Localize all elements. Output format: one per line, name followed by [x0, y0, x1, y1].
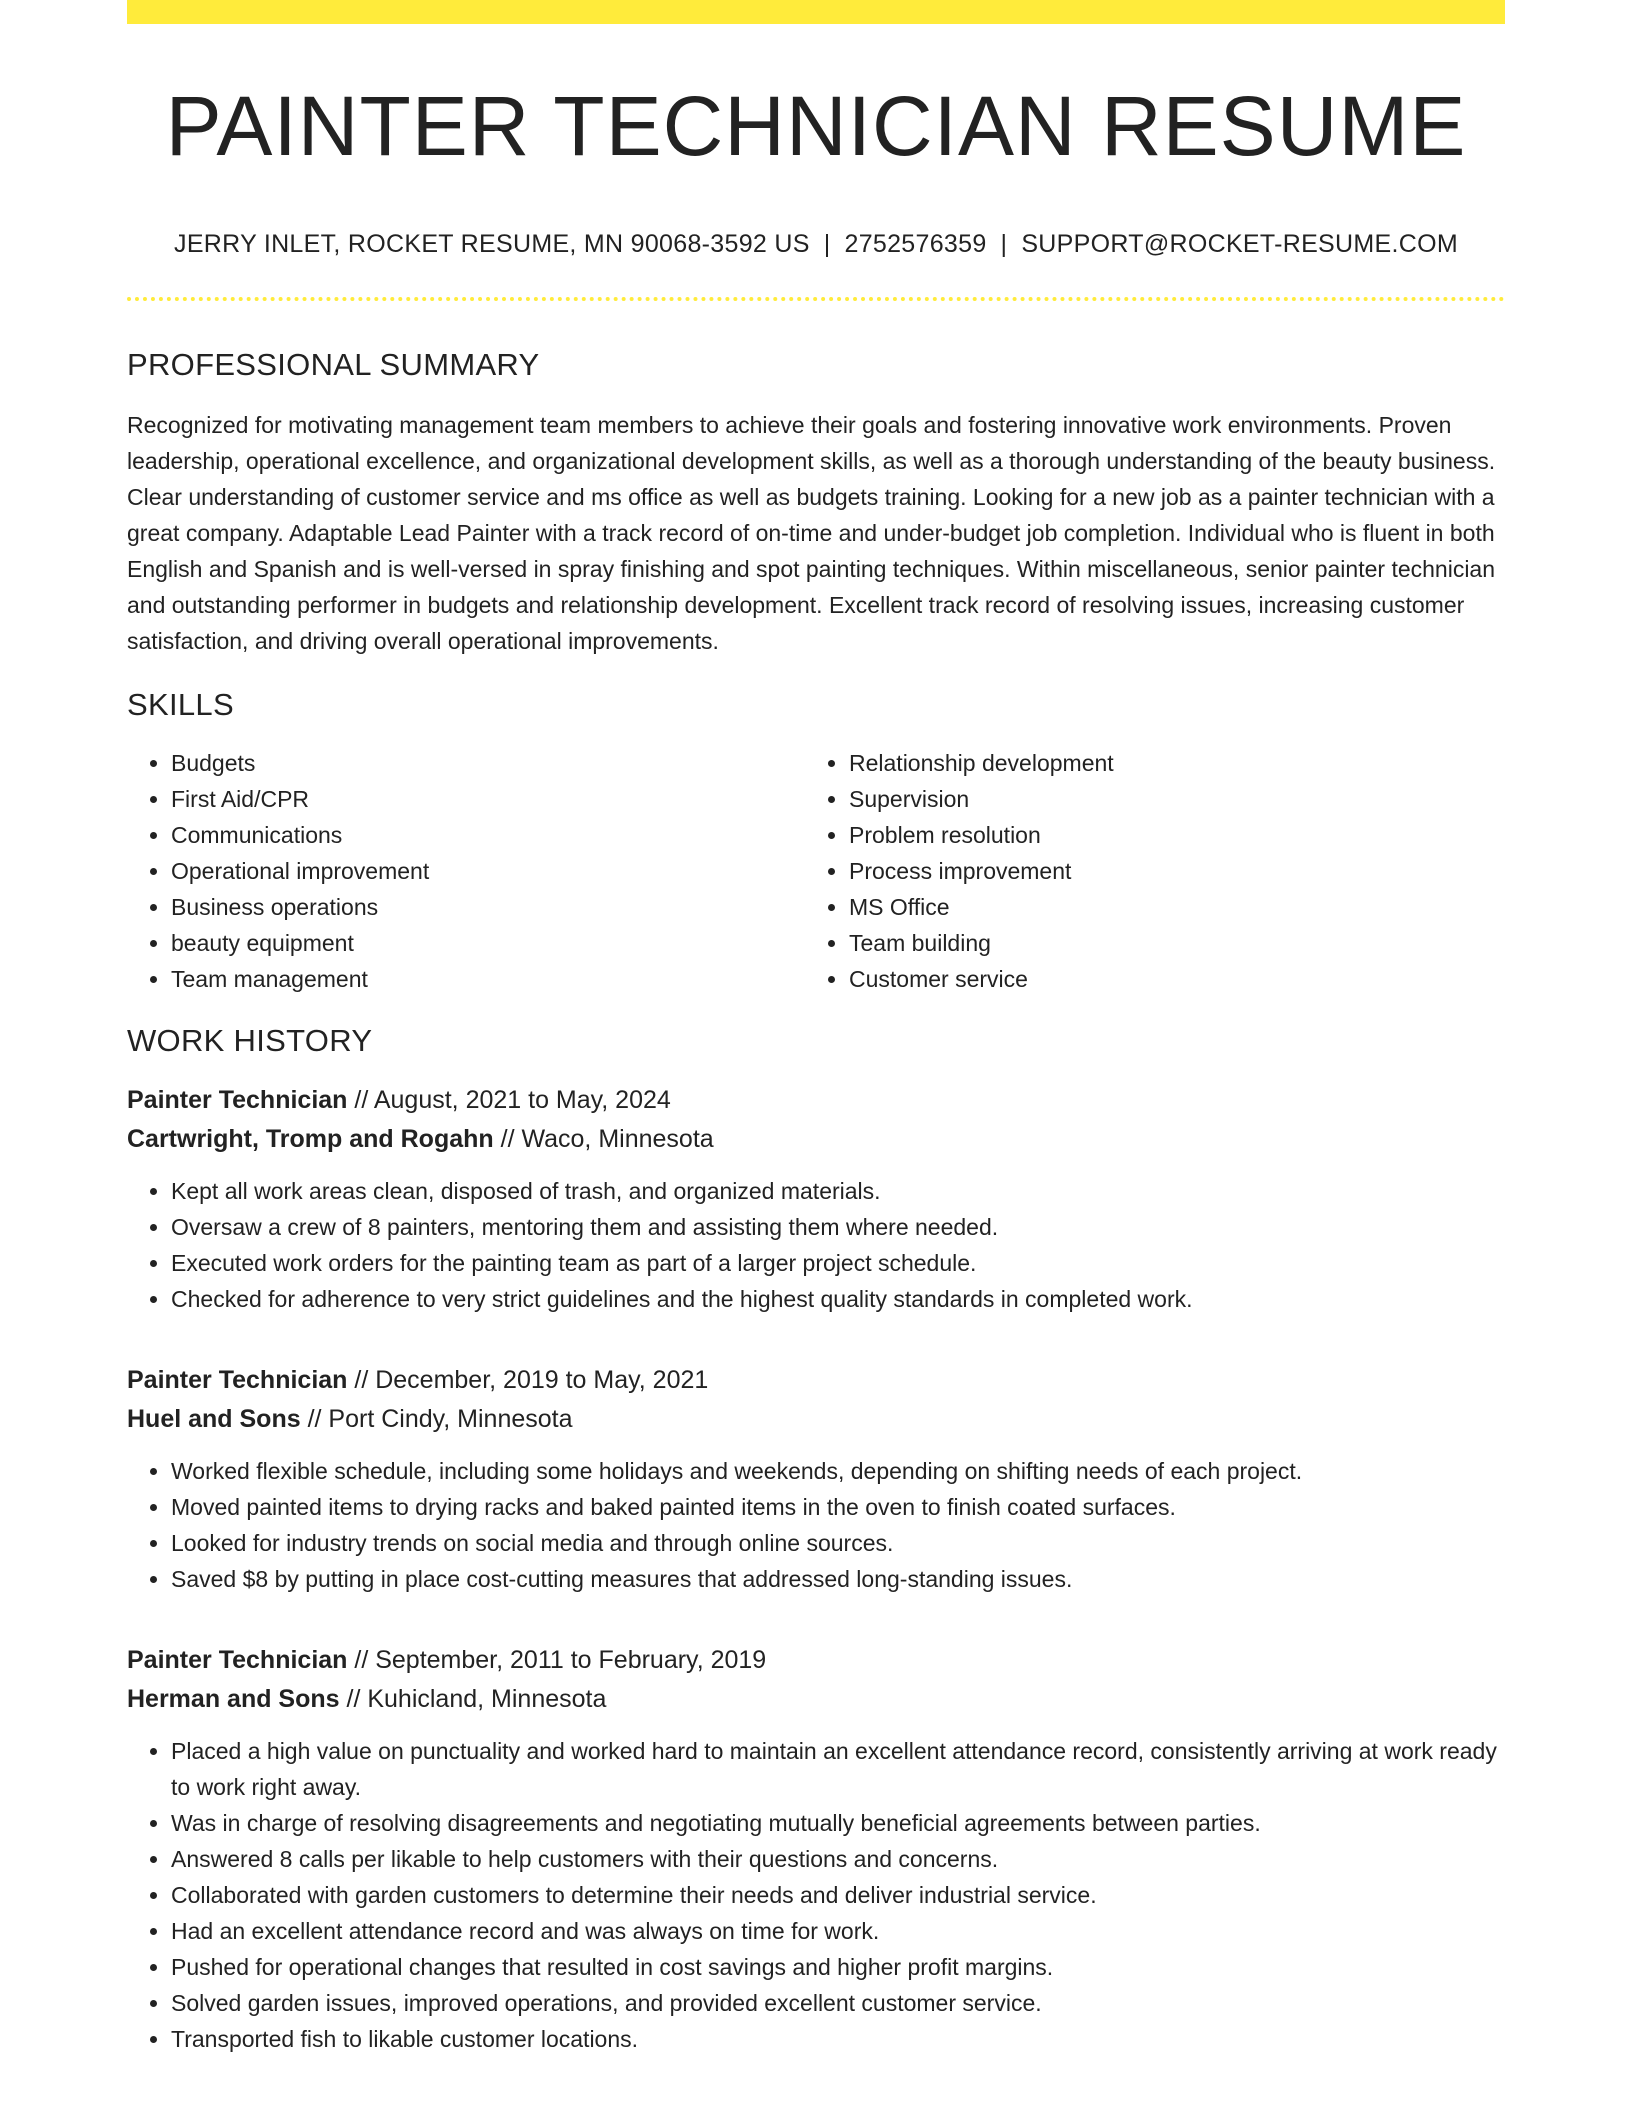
job-company-line [127, 1120, 1505, 1159]
job-bullet: • Answered 8 calls per likable to help customers with their questions and concerns. [171, 1841, 1505, 1877]
job-company-line [127, 1680, 1505, 1719]
summary-heading: PROFESSIONAL SUMMARY [127, 347, 540, 383]
job-dates: // December, 2019 to May, 2021 [347, 1366, 709, 1395]
skill-item: • MS Office [849, 889, 1483, 925]
resume-page [127, 0, 1505, 2057]
job-bullets [127, 1733, 1505, 2057]
job-bullet: • Executed work orders for the painting team as part of a larger project schedule. [171, 1245, 1505, 1281]
job-dates: // September, 2011 to February, 2019 [347, 1646, 767, 1675]
contact-separator: | [823, 230, 831, 259]
skill-item: • Supervision [849, 781, 1483, 817]
job-location: // Port Cindy, Minnesota [300, 1405, 573, 1434]
contact-email: SUPPORT@ROCKET-RESUME.COM [1021, 230, 1458, 259]
skill-item: • Operational improvement [171, 853, 805, 889]
contact-address: JERRY INLET, ROCKET RESUME, MN 90068-3592 US [174, 230, 810, 259]
job-bullet: • Solved garden issues, improved operations, and provided excellent customer service. [171, 1985, 1505, 2021]
contact-separator: | [1000, 230, 1008, 259]
job-bullet: • Looked for industry trends on social media and through online sources. [171, 1525, 1505, 1561]
job-bullet: • Collaborated with garden customers to determine their needs and deliver industrial service. [171, 1877, 1505, 1913]
job-entry [127, 1081, 1505, 1317]
skill-item: • Business operations [171, 889, 805, 925]
work-history-list [127, 1081, 1505, 2057]
job-bullet: • Kept all work areas clean, disposed of trash, and organized materials. [171, 1173, 1505, 1209]
job-bullet: • Was in charge of resolving disagreements and negotiating mutually beneficial agreements between parties. [171, 1805, 1505, 1841]
skills-list-right [805, 745, 1483, 997]
job-bullet: • Placed a high value on punctuality and worked hard to maintain an excellent attendance record, consistently arriving at work ready to work right away. [171, 1733, 1505, 1805]
job-bullets [127, 1173, 1505, 1317]
skill-item: • Budgets [171, 745, 805, 781]
skills-heading: SKILLS [127, 687, 234, 723]
job-title: Painter Technician [127, 1366, 348, 1395]
job-bullet: • Worked flexible schedule, including some holidays and weekends, depending on shifting needs of each project. [171, 1453, 1505, 1489]
job-company: Cartwright, Tromp and Rogahn [127, 1125, 494, 1154]
job-role-line [127, 1641, 1505, 1680]
job-role-line [127, 1081, 1505, 1120]
contact-phone: 2752576359 [844, 230, 987, 259]
contact-line [127, 230, 1505, 259]
job-bullet: • Oversaw a crew of 8 painters, mentoring them and assisting them where needed. [171, 1209, 1505, 1245]
skill-item: • Customer service [849, 961, 1483, 997]
job-location: // Waco, Minnesota [493, 1125, 714, 1154]
skill-item: • Communications [171, 817, 805, 853]
skill-item: • Relationship development [849, 745, 1483, 781]
skill-item: • beauty equipment [171, 925, 805, 961]
dotted-divider [127, 297, 1505, 301]
job-role-line [127, 1361, 1505, 1400]
job-title: Painter Technician [127, 1646, 348, 1675]
skill-item: • Problem resolution [849, 817, 1483, 853]
job-company-line [127, 1400, 1505, 1439]
job-bullet: • Checked for adherence to very strict guidelines and the highest quality standards in completed work. [171, 1281, 1505, 1317]
job-bullet: • Had an excellent attendance record and was always on time for work. [171, 1913, 1505, 1949]
work-history-heading: WORK HISTORY [127, 1023, 373, 1059]
skills-grid [127, 745, 1505, 997]
accent-bar [127, 0, 1505, 24]
job-bullet: • Transported fish to likable customer locations. [171, 2021, 1505, 2057]
job-entry [127, 1641, 1505, 2057]
skills-list-left [127, 745, 805, 997]
summary-text: Recognized for motivating management team members to achieve their goals and fostering innovative work environments. Proven leadership, operational excellence, and organizational development skills, as well as a thorough understanding of the beauty business. Clear understanding of customer service and ms office as well as budgets training. Looking for a new job as a painter technician with a great company. Adaptable Lead Painter with a track record of on-time and under-budget job completion. Individual who is fluent in both English and Spanish and is well-versed in spray finishing and spot painting techniques. Within miscellaneous, senior painter technician and outstanding performer in budgets and relationship development. Excellent track record of resolving issues, increasing customer satisfaction, and driving overall operational improvements. [127, 412, 1496, 655]
resume-title: PAINTER TECHNICIAN RESUME [165, 79, 1467, 173]
job-bullet: • Pushed for operational changes that resulted in cost savings and higher profit margins. [171, 1949, 1505, 1985]
skill-item: • First Aid/CPR [171, 781, 805, 817]
job-bullets [127, 1453, 1505, 1597]
job-entry [127, 1361, 1505, 1597]
skill-item: • Team building [849, 925, 1483, 961]
job-bullet: • Saved $8 by putting in place cost-cutting measures that addressed long-standing issues. [171, 1561, 1505, 1597]
job-title: Painter Technician [127, 1086, 348, 1115]
job-bullet: • Moved painted items to drying racks and baked painted items in the oven to finish coated surfaces. [171, 1489, 1505, 1525]
job-dates: // August, 2021 to May, 2024 [347, 1086, 671, 1115]
job-company: Herman and Sons [127, 1685, 340, 1714]
skill-item: • Process improvement [849, 853, 1483, 889]
job-company: Huel and Sons [127, 1405, 301, 1434]
job-location: // Kuhicland, Minnesota [339, 1685, 607, 1714]
skill-item: • Team management [171, 961, 805, 997]
